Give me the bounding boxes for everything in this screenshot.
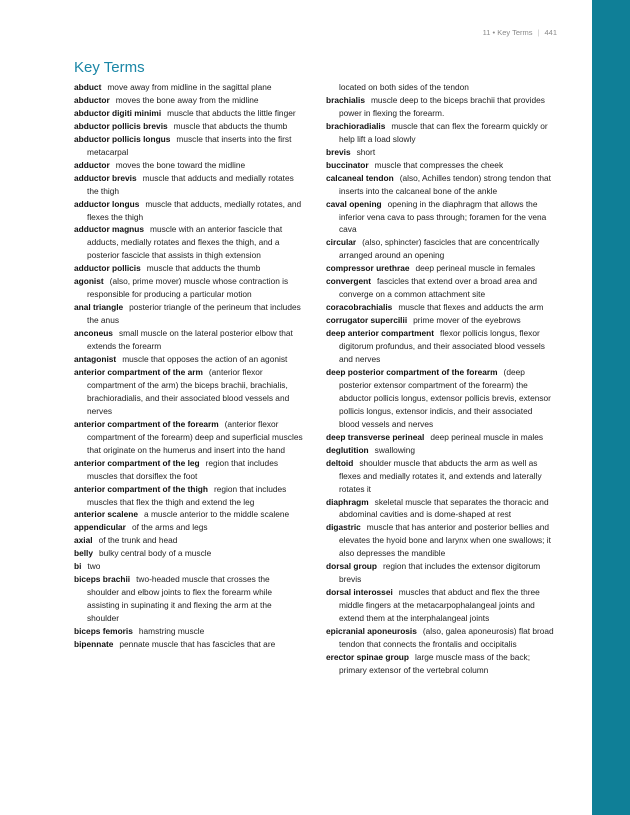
- glossary-term: agonist: [74, 276, 104, 287]
- glossary-definition: shoulder muscle that abducts the arm as well as flexes and medially rotates it, and extends and laterally rotates it: [339, 457, 542, 494]
- glossary-definition: flexor pollicis longus, flexor digitorum profundus, and their associated blood vessels and nerves: [339, 328, 545, 365]
- glossary-definition: region that includes muscles that flex the thigh and extend the leg: [87, 483, 287, 507]
- glossary-definition: moves the bone toward the midline: [115, 159, 246, 170]
- glossary-entry: [74, 547, 303, 560]
- glossary-entry: [74, 508, 303, 521]
- glossary-entry: [74, 353, 303, 366]
- glossary-term: anconeus: [74, 328, 113, 339]
- glossary-definition: muscle with an anterior fascicle that adducts, medially rotates and flexes the thigh, and a posterior fascicle that assists in thigh extension: [87, 224, 283, 261]
- glossary-entry: [74, 262, 303, 275]
- glossary-term: biceps brachii: [74, 574, 131, 585]
- glossary-entry: [74, 81, 303, 94]
- glossary-definition: prime mover of the eyebrows: [413, 315, 521, 326]
- glossary-term: adductor longus: [74, 198, 140, 209]
- glossary-term: anterior compartment of the thigh: [74, 483, 208, 494]
- glossary-term: corrugator supercilii: [326, 315, 408, 326]
- glossary-term: epicranial aponeurosis: [326, 626, 417, 637]
- chapter-color-bar: [592, 0, 630, 815]
- glossary-definition: pennate muscle that has fascicles that are: [119, 638, 276, 649]
- glossary-entry: [74, 107, 303, 120]
- glossary-term: deep posterior compartment of the forearm: [326, 366, 498, 377]
- glossary-term: deglutition: [326, 444, 369, 455]
- glossary-term: erector spinae group: [326, 651, 409, 662]
- glossary-term: brachioradialis: [326, 120, 386, 131]
- glossary-entry: [326, 159, 555, 172]
- glossary-term: anterior compartment of the forearm: [74, 418, 219, 429]
- glossary-definition: (also, prime mover) muscle whose contraction is responsible for producing a particular motion: [87, 276, 289, 300]
- glossary-definition: muscle that flexes and adducts the arm: [398, 302, 544, 313]
- glossary-entry: [326, 366, 555, 431]
- glossary-entry: [326, 172, 555, 198]
- glossary-entry: [326, 521, 555, 560]
- glossary-term: belly: [74, 548, 94, 559]
- glossary-entry: [326, 431, 555, 444]
- glossary-term: coracobrachialis: [326, 302, 393, 313]
- glossary-definition: muscle that abducts the thumb: [173, 120, 288, 131]
- glossary-term: bi: [74, 561, 82, 572]
- glossary-definition: muscle that abducts the little finger: [167, 107, 296, 118]
- glossary-definition: muscle deep to the biceps brachii that provides power in flexing the forearm.: [339, 94, 545, 118]
- glossary-definition: a muscle anterior to the middle scalene: [144, 509, 290, 520]
- glossary-term: adductor brevis: [74, 172, 137, 183]
- glossary-term: anterior compartment of the arm: [74, 366, 203, 377]
- glossary-term: bipennate: [74, 638, 114, 649]
- glossary-entry: [74, 534, 303, 547]
- glossary-entry: [74, 483, 303, 509]
- glossary-definition: two: [87, 561, 101, 572]
- glossary-entry: [74, 366, 303, 418]
- glossary-entry: [74, 560, 303, 573]
- glossary-definition: (anterior flexor compartment of the arm) the biceps brachii, brachialis, brachioradialis, and their associated blood vessels and nerves: [87, 366, 290, 416]
- glossary-term: deltoid: [326, 457, 354, 468]
- glossary-entry: [74, 327, 303, 353]
- glossary-definition: region that includes muscles that dorsiflex the foot: [87, 457, 279, 481]
- glossary-definition: swallowing: [374, 444, 415, 455]
- chapter-label: 11 • Key Terms: [482, 28, 533, 37]
- glossary-entry: [74, 457, 303, 483]
- glossary-entry: [326, 560, 555, 586]
- glossary-definition: bulky central body of a muscle: [99, 548, 212, 559]
- glossary-definition: moves the bone away from the midline: [115, 94, 259, 105]
- glossary-definition: (anterior flexor compartment of the forearm) deep and superficial muscles that originate on the humerus and insert into the hand: [87, 418, 303, 455]
- glossary-definition: muscle that opposes the action of an agonist: [122, 354, 288, 365]
- glossary-term: dorsal interossei: [326, 587, 393, 598]
- glossary-term: antagonist: [74, 354, 117, 365]
- glossary-definition: (also, galea aponeurosis) flat broad tendon that connects the frontalis and occipitalis: [339, 626, 554, 649]
- glossary-term: axial: [74, 535, 93, 546]
- glossary-definition: deep perineal muscle in females: [415, 263, 536, 274]
- glossary-term: digastric: [326, 522, 361, 533]
- glossary-entry: [326, 94, 555, 120]
- glossary-term: adductor magnus: [74, 224, 145, 235]
- glossary-entry: [326, 327, 555, 366]
- running-header: [483, 28, 557, 37]
- glossary-term: deep transverse perineal: [326, 431, 425, 442]
- glossary-term: dorsal group: [326, 561, 377, 572]
- glossary-entry: [326, 198, 555, 237]
- glossary-term: abductor pollicis brevis: [74, 120, 168, 131]
- glossary-definition: muscle that adducts, medially rotates, and flexes the thigh: [87, 198, 302, 222]
- glossary-term: adductor: [74, 159, 110, 170]
- glossary-definition: region that includes the extensor digitorum brevis: [339, 561, 541, 585]
- glossary-definition: muscle that has anterior and posterior bellies and elevates the hyoid bone and larynx when one swallows; it also depresses the mandible: [339, 522, 551, 559]
- glossary-entry: [326, 651, 555, 677]
- glossary-term: biceps femoris: [74, 626, 133, 637]
- glossary-term: anterior scalene: [74, 509, 138, 520]
- glossary-entry: [74, 94, 303, 107]
- glossary-definition: deep perineal muscle in males: [430, 431, 544, 442]
- glossary-entry: [326, 314, 555, 327]
- glossary-definition: hamstring muscle: [138, 626, 205, 637]
- glossary-definition: muscle that adducts the thumb: [146, 263, 261, 274]
- glossary-term: brevis: [326, 146, 351, 157]
- glossary-definition: (also, Achilles tendon) strong tendon that inserts into the calcaneal bone of the ankle: [339, 172, 551, 196]
- glossary-term: anterior compartment of the leg: [74, 457, 200, 468]
- glossary-definition: muscle that adducts and medially rotates the thigh: [87, 172, 294, 196]
- glossary-definition: skeletal muscle that separates the thoracic and abdominal cavities and is dome-shaped at rest: [339, 496, 549, 520]
- page-number: 441: [544, 28, 557, 37]
- glossary-entry: [74, 301, 303, 327]
- glossary-term: caval opening: [326, 198, 382, 209]
- glossary-definition: posterior triangle of the perineum that includes the anus: [87, 302, 301, 326]
- glossary-definition: two-headed muscle that crosses the shoulder and elbow joints to flex the forearm while assisting in supinating it and flexing the arm at the shoulder: [87, 574, 273, 624]
- glossary-entry: [74, 223, 303, 262]
- glossary-definition: muscle that can flex the forearm quickly or help lift a load slowly: [339, 120, 548, 144]
- glossary-entry: [74, 418, 303, 457]
- glossary-term: appendicular: [74, 522, 126, 533]
- glossary-term: compressor urethrae: [326, 263, 410, 274]
- header-separator: |: [537, 28, 540, 37]
- glossary-term: brachialis: [326, 94, 365, 105]
- glossary-term: deep anterior compartment: [326, 328, 435, 339]
- glossary-term: abductor pollicis longus: [74, 133, 171, 144]
- glossary-term: circular: [326, 237, 357, 248]
- glossary-definition: (also, sphincter) fascicles that are concentrically arranged around an opening: [339, 237, 540, 261]
- glossary-entry: [74, 521, 303, 534]
- glossary-entry: [326, 625, 555, 651]
- glossary-term: abductor digiti minimi: [74, 107, 162, 118]
- glossary-definition: short: [356, 146, 376, 157]
- section-title: Key Terms: [74, 59, 145, 76]
- glossary-entry: [326, 586, 555, 625]
- glossary-definition: of the trunk and head: [98, 535, 178, 546]
- glossary-entry: [74, 625, 303, 638]
- glossary-definition: small muscle on the lateral posterior elbow that extends the forearm: [87, 328, 293, 352]
- glossary-entry: [74, 120, 303, 133]
- glossary-term: convergent: [326, 276, 371, 287]
- glossary-entry: [326, 120, 555, 146]
- glossary-term: adductor pollicis: [74, 263, 141, 274]
- glossary-definition: located on both sides of the tendon: [339, 82, 469, 92]
- glossary-entry: [326, 457, 555, 496]
- glossary-definition: of the arms and legs: [131, 522, 208, 533]
- glossary-entry: [326, 81, 555, 94]
- glossary-entry: [74, 573, 303, 625]
- glossary-entry: [74, 198, 303, 224]
- glossary-entry: [326, 444, 555, 457]
- glossary-term: calcaneal tendon: [326, 172, 394, 183]
- glossary-term: buccinator: [326, 159, 369, 170]
- glossary-entry: [326, 262, 555, 275]
- glossary-entry: [74, 172, 303, 198]
- glossary-column-right: [326, 81, 555, 677]
- glossary-entry: [74, 133, 303, 159]
- glossary-definition: muscle that inserts into the first metacarpal: [87, 133, 292, 157]
- glossary-term: diaphragm: [326, 496, 369, 507]
- glossary-entry: [326, 301, 555, 314]
- glossary-entry: [326, 236, 555, 262]
- glossary-definition: opening in the diaphragm that allows the inferior vena cava to pass through; foramen for the vena cava: [339, 198, 547, 235]
- glossary-definition: fascicles that extend over a broad area and converge on a common attachment site: [339, 276, 538, 300]
- glossary-term: anal triangle: [74, 302, 124, 313]
- glossary-definition: large muscle mass of the back; primary extensor of the vertebral column: [339, 651, 531, 675]
- glossary-definition: move away from midline in the sagittal plane: [107, 82, 272, 92]
- glossary-definition: (deep posterior extensor compartment of the forearm) the abductor pollicis longus, extensor pollicis brevis, extensor pollicis longus, extensor indicis, and their associated blood vessels and nerves: [339, 366, 551, 429]
- glossary-entry: [326, 275, 555, 301]
- glossary-entry: [326, 496, 555, 522]
- glossary-entry: [74, 159, 303, 172]
- glossary-term: abductor: [74, 94, 110, 105]
- glossary-entry: [74, 275, 303, 301]
- glossary-term: abduct: [74, 82, 102, 92]
- glossary-definition: muscles that abduct and flex the three middle fingers at the metacarpophalangeal joints and extend them at the interphalangeal joints: [339, 587, 540, 624]
- glossary-definition: muscle that compresses the cheek: [374, 159, 504, 170]
- glossary-column-left: [74, 81, 303, 651]
- glossary-entry: [74, 638, 303, 651]
- glossary-entry: [326, 146, 555, 159]
